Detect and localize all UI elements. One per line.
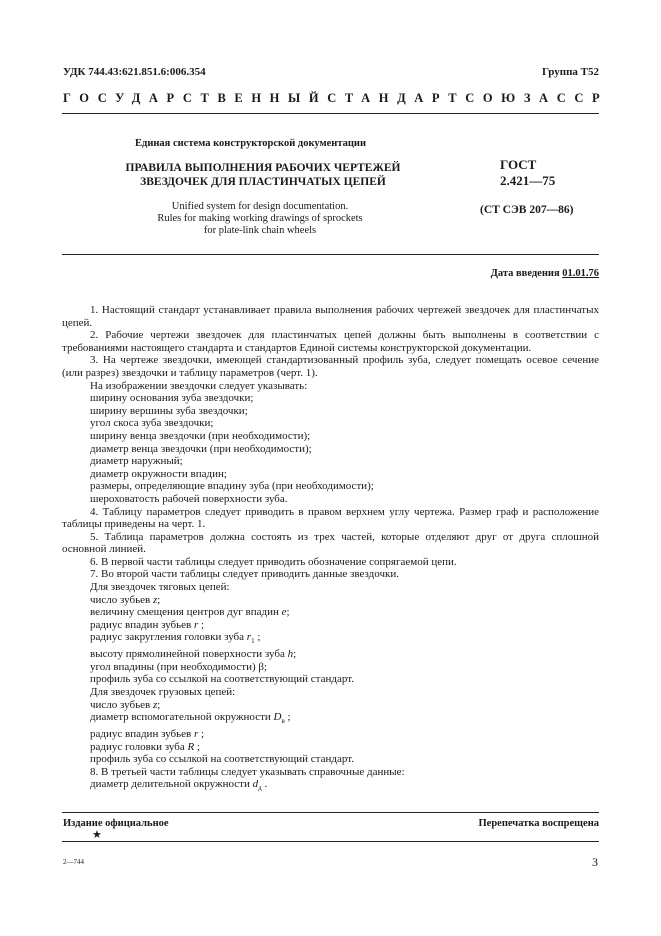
paragraph: 4. Таблицу параметров следует приводить в правом верхнем углу чертежа. Размер граф и расположение таблицы приведены на черт. 1.	[62, 505, 599, 531]
reprint-prohibited-label: Перепечатка воспрещена	[478, 818, 599, 829]
paragraph: 1. Настоящий стандарт устанавливает правила выполнения рабочих чертежей звездочек для пластинчатых цепей.	[62, 304, 599, 329]
symbol: e	[281, 606, 287, 619]
symbol: h	[287, 648, 294, 661]
esk-system-title: Единая система конструкторской документации	[135, 138, 366, 149]
list-intro: На изображении звездочки следует указывать:	[90, 379, 308, 392]
english-line: Rules for making working drawings of sprockets	[157, 213, 363, 224]
list-item	[62, 648, 599, 661]
st-sev-reference: (СТ СЭВ 207—86)	[480, 204, 574, 216]
paragraph: 6. В первой части таблицы следует приводить обозначение сопрягаемой цепи.	[90, 555, 457, 568]
item-end: ;	[157, 593, 161, 606]
paragraph: 3. На чертеже звездочки, имеющей стандартизованный профиль зуба, следует помещать осевое сечение (или разрез) звездочки и таблицу параметров (черт. 1).	[62, 354, 599, 379]
item-text: радиус впадин зубьев	[90, 618, 194, 631]
list-item: профиль зуба со ссылкой на соответствующий стандарт.	[90, 753, 354, 766]
list-intro: Для звездочек грузовых цепей:	[90, 686, 236, 698]
list-item: ширину венца звездочки (при необходимости);	[90, 429, 311, 442]
list-item	[62, 619, 599, 632]
footer-rule	[62, 812, 599, 813]
item-text: диаметр вспомогательной окружности	[90, 711, 274, 724]
udk-code: УДК 744.43:621.851.6:006.354	[63, 66, 206, 78]
paragraph: 8. В третьей части таблицы следует указывать справочные данные:	[90, 765, 405, 778]
item-text: число зубьев	[90, 593, 153, 606]
paragraph: 2. Рабочие чертежи звездочек для пластинчатых цепей должны быть выполнены в соответствии с требованиями настоящего стандарта и стандартов Единой системы конструкторской документации.	[62, 329, 599, 354]
list-item: диаметр наружный;	[90, 455, 183, 468]
paragraph: 7. Во второй части таблицы следует приводить данные звездочки.	[90, 568, 399, 581]
list-item	[62, 699, 599, 712]
symbol: R	[187, 740, 195, 753]
intro-date-value: 01.01.76	[562, 268, 599, 279]
list-item: угол впадины (при необходимости) β;	[90, 660, 268, 673]
subscript: 1	[251, 637, 255, 646]
symbol: D	[273, 711, 282, 724]
english-line: Unified system for design documentation.	[171, 201, 349, 212]
list-item	[62, 631, 599, 648]
subscript: в	[281, 717, 285, 726]
banner-word: ССР	[556, 91, 609, 105]
title-line: ПРАВИЛА ВЫПОЛНЕНИЯ РАБОЧИХ ЧЕРТЕЖЕЙ	[125, 162, 401, 174]
list-item: размеры, определяющие впадину зуба (при необходимости);	[90, 480, 374, 493]
banner-word: СОЮЗА	[465, 91, 557, 105]
footer-bottom-rule	[62, 841, 599, 842]
group-code: Группа Т52	[541, 66, 599, 78]
item-text: диаметр делительной окружности	[90, 778, 253, 791]
item-text: радиус головки зуба	[90, 740, 188, 753]
introduction-date	[491, 268, 599, 279]
item-end: ;	[198, 618, 205, 631]
intro-date-label: Дата введения	[490, 268, 560, 279]
list-item	[62, 728, 599, 741]
list-item	[62, 594, 599, 607]
item-end: ;	[284, 711, 291, 724]
star-icon: ★	[92, 829, 102, 841]
official-edition-label: Издание официальное	[63, 818, 169, 829]
list-item: шероховатость рабочей поверхности зуба.	[90, 492, 288, 505]
state-standard-banner	[63, 91, 609, 106]
page-number: 3	[592, 855, 598, 869]
banner-word: СТАНДАРТ	[327, 91, 466, 105]
gost-number: 2.421—75	[500, 173, 556, 188]
item-text: число зубьев	[90, 698, 153, 711]
gost-number-block	[500, 157, 555, 189]
list-item	[62, 606, 599, 619]
item-end: ;	[194, 740, 200, 753]
banner-word: ГОСУДАРСТВЕННЫЙ	[63, 91, 328, 105]
item-end: ;	[157, 698, 161, 711]
standard-body	[62, 304, 599, 795]
title-line: ЗВЕЗДОЧЕК ДЛЯ ПЛАСТИНЧАТЫХ ЦЕПЕЙ	[140, 176, 386, 188]
title-rule	[62, 254, 599, 255]
list-item	[62, 741, 599, 754]
english-line: for plate-link chain wheels	[203, 225, 317, 236]
print-code: 2—744	[63, 858, 84, 866]
item-end: ;	[286, 606, 290, 619]
symbol: r	[194, 618, 199, 631]
english-title	[140, 201, 380, 237]
list-item: диаметр венца звездочки (при необходимости);	[90, 442, 312, 455]
item-text: величину смещения центров дуг впадин	[90, 606, 282, 619]
item-text: высоту прямолинейной поверхности зуба	[90, 648, 288, 661]
gost-label: ГОСТ	[500, 157, 537, 172]
item-end: ;	[198, 727, 205, 740]
item-end: ;	[293, 648, 297, 661]
subscript: д	[258, 784, 262, 793]
paragraph: 5. Таблица параметров должна состоять из трех частей, которые отделяют друг от друга сплошной основной линией.	[62, 530, 599, 556]
symbol: d	[252, 778, 259, 791]
standard-title	[113, 161, 413, 189]
symbol: r	[246, 631, 252, 644]
symbol: z	[152, 593, 158, 606]
item-end: .	[261, 778, 268, 791]
item-text: радиус впадин зубьев	[90, 727, 194, 740]
symbol: r	[194, 727, 199, 740]
list-item: ширину вершины зуба звездочки;	[90, 404, 248, 417]
list-item	[62, 778, 599, 795]
item-text: радиус закругления головки зуба	[90, 631, 247, 644]
item-end: ;	[254, 631, 261, 644]
symbol: z	[152, 698, 158, 711]
list-item: угол скоса зуба звездочки;	[90, 417, 214, 430]
list-item	[62, 711, 599, 728]
list-item: диаметр окружности впадин;	[90, 467, 227, 480]
list-item: ширину основания зуба звездочки;	[90, 392, 254, 405]
list-item: профиль зуба со ссылкой на соответствующий стандарт.	[90, 673, 354, 686]
list-intro: Для звездочек тяговых цепей:	[90, 581, 230, 594]
header-rule	[62, 113, 599, 114]
